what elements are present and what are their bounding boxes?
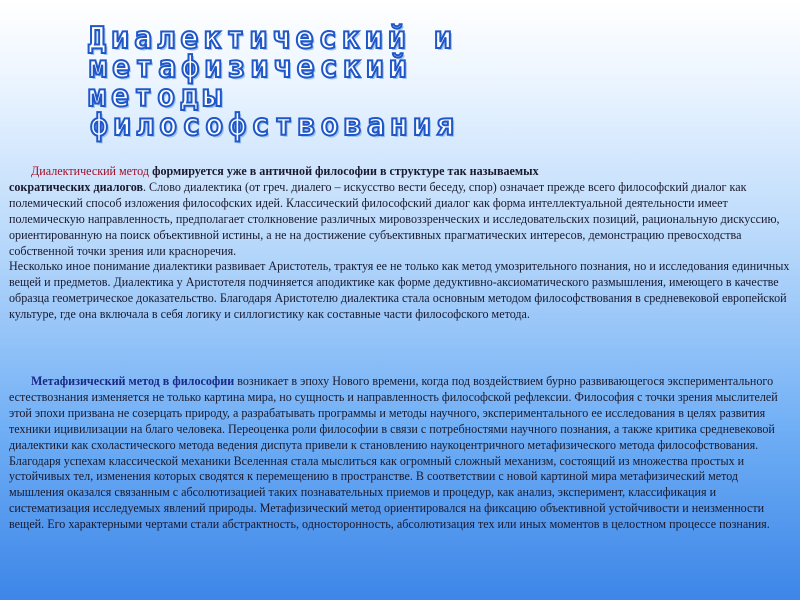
metaphysical-method-section [9, 374, 791, 533]
dialectical-method-term: Диалектический метод [31, 164, 150, 178]
metaphysical-paragraph-2: Благодаря успехам классической механики Вселенная стала мыслиться как огромный сложный механизм, состоящий из множества простых и устойчивых тел, изменения которых сводятся к перемещению в пространстве. В соответствии с новой картиной мира метафизический метод мышления оказался связанным с абсолютизацией таких познавательных приемов и процедур, как анализ, эксперимент, классификация и систематизация исследуемых явлений природы. Метафизический метод ориентировался на фиксацию объективной устойчивости и неизменности вещей. Его характерными чертами стали абстрактность, односторонность, абсолютизация тех или иных моментов в целостном процессе познания. [9, 453, 770, 532]
metaphysical-paragraph-1 [9, 374, 791, 454]
dialectical-paragraph-1-body: . Слово диалектика (от греч. диалего – искусство вести беседу, спор) означает прежде всего философский диалог как полемический способ изложения философских идей. Классический философский диалог как форма интеллектуальной деятельности имеет полемическую направленность, предполагает столкновение различных мировоззренческих и исследовательских позиций, рациональную дискуссию, ориентированную на поиск объективной истины, а не на достижение субъективных прагматических интересов, демонстрацию превосходства собственной точки зрения или красноречия. [9, 179, 780, 258]
dialectical-method-section [9, 164, 791, 323]
title-line-2: метафизический [89, 50, 412, 85]
page-title [88, 21, 788, 143]
metaphysical-method-term: Метафизический метод в философии [31, 374, 235, 388]
dialectical-paragraph-2: Несколько иное понимание диалектики развивает Аристотель, трактуя ее не только как метод умозрительного познания, но и исследования единичных вещей и предметов. Диалектика у Аристотеля подчиняется аподиктике как форме дедуктивно-аксиоматического размышления, имеющего в качестве образца геометрическое доказательство. Благодаря Аристотелю диалектика стала основным методом философствования в средневековой европейской культуре, где она включала в себя логику и силлогистику как составные части философского метода. [9, 259, 790, 322]
title-line-4: философствования [90, 108, 459, 143]
socratic-dialogues-term: сократических диалогов [9, 179, 143, 194]
dialectical-paragraph-1 [9, 164, 791, 259]
title-line-1: Диалектический и [88, 21, 457, 56]
metaphysical-paragraph-1-body: возникает в эпоху Нового времени, когда под воздействием бурно развивающегося экспериментального естествознания изменяется не только картина мира, но сущность и направленность философской рефлексии. Философия с точки зрения мыслителей этой эпохи призвана не созерцать природу, а разрабатывать программы и методы научного, экспериментального ее исследования в целях развития техники ицивилизации на благо человека. Переоценка роли философии в связи с потребностями научного познания, а также критика средневековой диалектики как схоластического метода ведения диспута привели к становлению наукоцентричного метафизического метода философствования. [9, 374, 778, 452]
title-line-3: методы [88, 79, 227, 114]
dialectical-lead-text: формируется уже в античной философии в структуре так называемых [149, 164, 539, 178]
